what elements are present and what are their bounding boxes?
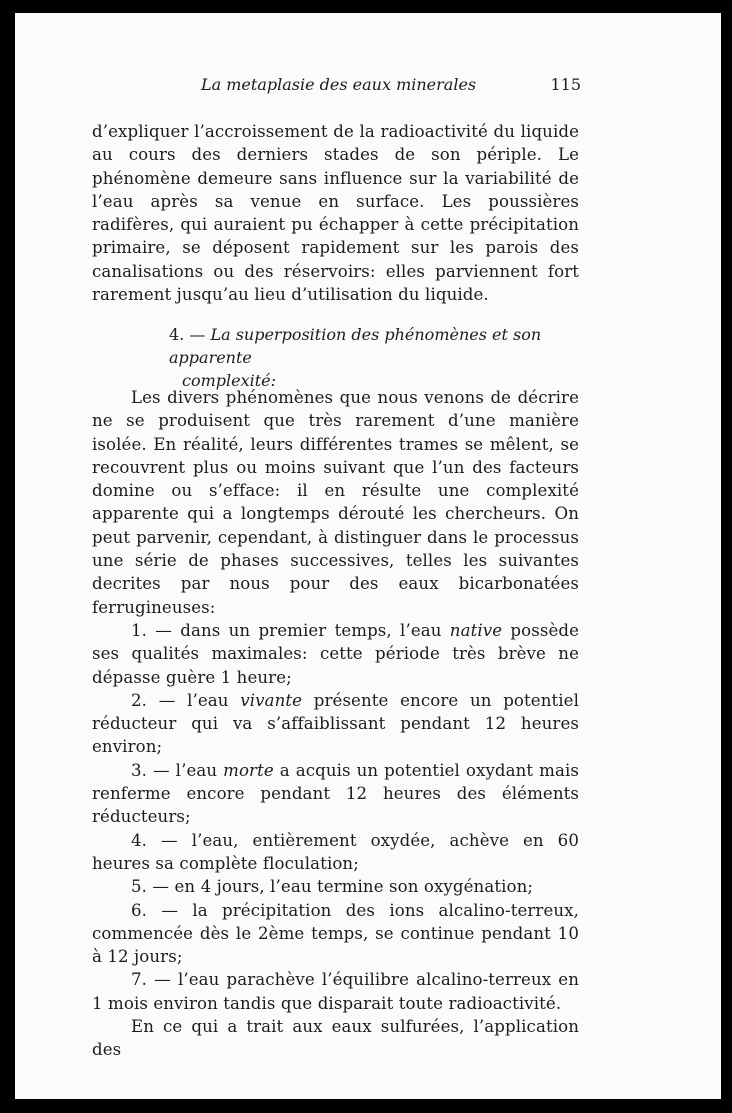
list-item-number: 4. — xyxy=(131,830,178,850)
section-title-line-1: La superposition des phénomènes et son apparente xyxy=(169,325,542,367)
list-item-number: 6. — xyxy=(131,900,179,920)
list-item-text: l’eau xyxy=(175,760,224,780)
list-item-number: 5. — xyxy=(131,877,170,897)
list-item-text: a acquis un potentiel oxydant mais renferme encore pendant 12 heures des éléments réducteurs; xyxy=(92,760,580,827)
list-item-emphasis: native xyxy=(449,620,503,640)
list-item-number: 7. — xyxy=(131,970,171,990)
section-title-line-2: complexité: xyxy=(182,371,277,390)
list-item-number: 3. — xyxy=(131,760,170,780)
list-item xyxy=(92,899,579,969)
list-item-emphasis: vivante xyxy=(240,690,303,710)
book-page xyxy=(15,13,721,1099)
paragraph-2-block xyxy=(92,386,579,1062)
paragraph-1 xyxy=(92,120,579,306)
list-item-text: l’eau xyxy=(187,690,241,710)
list-item-text: l’eau parachève l’équilibre alcalino-terreux en 1 mois environ tandis que disparait toute radioactivité. xyxy=(92,970,580,1013)
list-item-text: l’eau, entièrement oxydée, achève en 60 heures sa complète floculation; xyxy=(92,830,579,873)
list-item-text: la précipitation des ions alcalino-terreux, commencée dès le 2ème temps, se continue pendant 10 à 12 jours; xyxy=(92,900,579,967)
paragraph-3-text: En ce qui a trait aux eaux sulfurées, l’application des xyxy=(92,1017,579,1060)
paragraph-2-text: Les divers phénomènes que nous venons de décrire ne se produisent que très rarement d’une manière isolée. En réalité, leurs différentes trames se mêlent, se recouvrent plus ou moins suivant que l’un des facteurs domine ou s’efface: il en résulte une complexité apparente qui a longtemps dérouté les chercheurs. On peut parvenir, cependant, à distinguer dans le processus une série de phases successives, telles les suivantes decrites par nous pour des eaux bicarbonatées ferrugineuses: xyxy=(92,388,579,617)
list-item xyxy=(92,619,579,689)
list-item xyxy=(92,968,579,1015)
list-item-text: possède ses qualités maximales: cette période très brève ne dépasse guère 1 heure; xyxy=(92,620,580,687)
list-item xyxy=(92,689,579,759)
section-number: 4. — xyxy=(169,325,206,344)
list-item-number: 2. — xyxy=(131,690,176,710)
running-header xyxy=(201,75,581,95)
list-item-text: dans un premier temps, l’eau xyxy=(180,620,450,640)
list-item xyxy=(92,829,579,876)
paragraph-1-text: d’expliquer l’accroissement de la radioactivité du liquide au cours des derniers stades de son périple. Le phénomène demeure sans influence sur la variabilité de l’eau après sa venue en surface. Les poussières radifères, qui auraient pu échapper à cette précipitation primaire, se déposent rapidement sur les parois des canalisations ou des réservoirs: elles parviennent fort rarement jusqu’au lieu d’utilisation du liquide. xyxy=(92,122,579,305)
section-heading xyxy=(92,323,579,392)
list-item-emphasis: morte xyxy=(223,760,274,780)
list-item xyxy=(92,759,579,829)
list-item xyxy=(92,875,579,898)
running-title: La metaplasie des eaux minerales xyxy=(201,75,477,94)
list-item-text: présente encore un potentiel réducteur qui va s’affaiblissant pendant 12 heures environ; xyxy=(92,690,580,757)
page-number: 115 xyxy=(550,75,581,94)
list-item-text: en 4 jours, l’eau termine son oxygénation; xyxy=(174,877,534,897)
list-item-number: 1. — xyxy=(131,620,172,640)
